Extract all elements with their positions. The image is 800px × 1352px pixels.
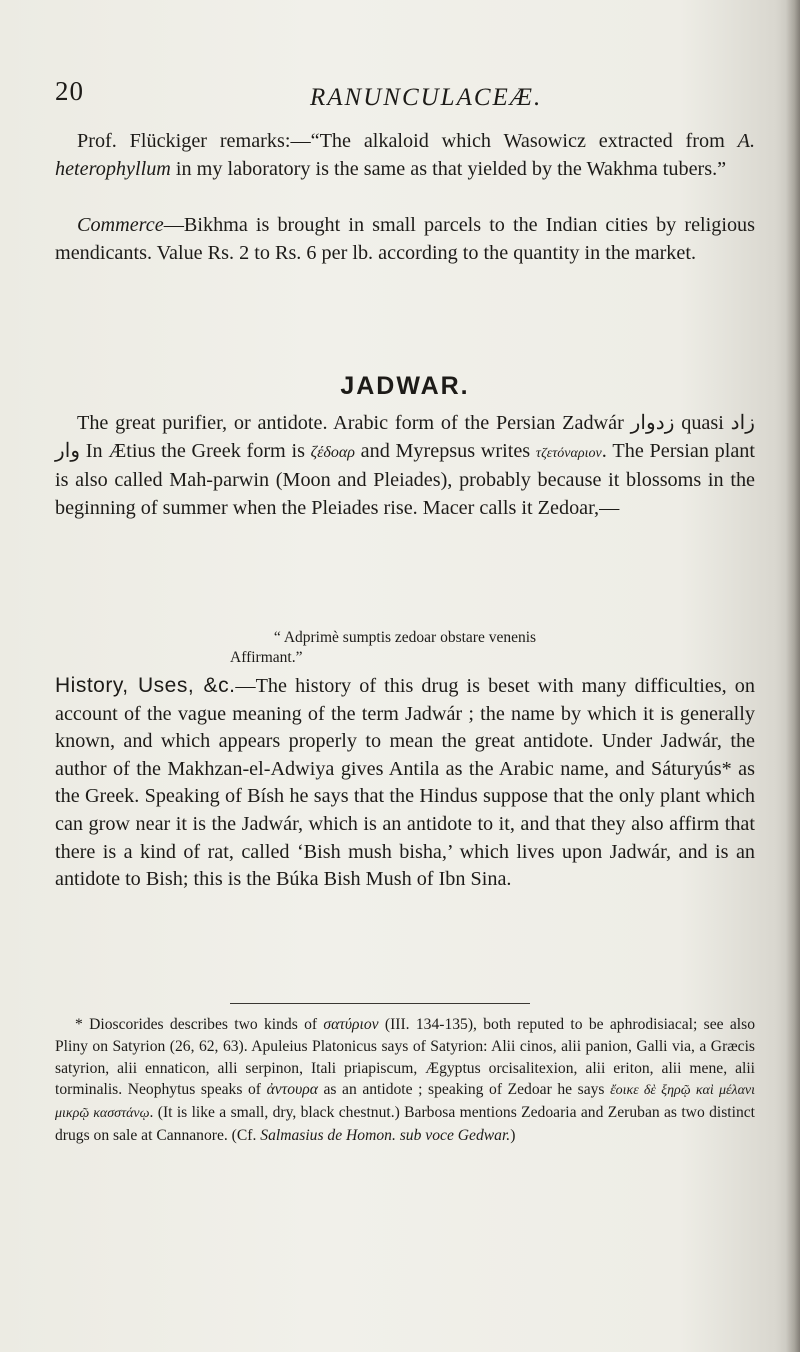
footnote bbox=[55, 1014, 755, 1147]
commerce-text: —Bikhma is brought in small parcels to the Indian cities by religious mendicants. Value Rs. 2 to Rs. 6 per lb. according to the quantity in the market. bbox=[55, 214, 755, 264]
page-edge-shadow bbox=[786, 0, 800, 1352]
quote-line-1: “ Adprimè sumptis zedoar obstare venenis bbox=[273, 629, 537, 646]
footnote-greek-2: ἀντουρα bbox=[266, 1081, 318, 1099]
species-name: A. heterophyllum bbox=[55, 130, 755, 180]
greek-word-zedoar: ζέδοαρ bbox=[310, 443, 355, 461]
footnote-divider bbox=[230, 1003, 530, 1004]
footnote-citation: Salmasius de Homon. sub voce Gedwar. bbox=[260, 1126, 511, 1144]
paragraph-jadwar bbox=[55, 410, 755, 522]
quote-line-2: Affirmant.” bbox=[230, 649, 303, 666]
arabic-word-quasi: زاد وار bbox=[55, 412, 755, 462]
fluckiger-text-suffix: in my laboratory is the same as that yielded by the Wakhma tubers.” bbox=[170, 157, 727, 180]
greek-word-tzetonarion: τζετόναριον bbox=[535, 445, 602, 461]
arabic-word-zadwar: زدوار bbox=[630, 412, 675, 434]
footnote-greek-1: σατύριον bbox=[323, 1016, 379, 1033]
commerce-label: Commerce bbox=[77, 214, 164, 236]
jadwar-text-5: . The Persian plant is also called Mah-parwin (Moon and Pleiades), probably because it blossoms in the beginning of summer when the Pleiades rise. Macer calls it Zedoar,— bbox=[55, 439, 756, 519]
footnote-text-3: as an antidote ; speaking of Zedoar he says bbox=[317, 1081, 611, 1099]
footnote-text-4: . (It is like a small, dry, black chestnut.) Barbosa mentions Zedoaria and Zeruban as two distinct drugs on sale at Cannanore. (Cf. bbox=[55, 1104, 755, 1144]
history-text: —The history of this drug is beset with many difficulties, on account of the vague meaning of the term Jadwár ; the name by which it is generally known, and which appears properly to mean the great antidote. Under Jadwár, the author of the Makhzan-el-Adwiya gives Antila as the Arabic name, and Sáturyús* as the Greek. Speaking of Bísh he says that the Hindus suppose that the only plant which can grow near it is the Jadwár, which is an antidote to it, and that they also affirm that there is a kind of rat, called ‘Bish mush bisha,’ which lives upon Jadwár, and is an antidote to Bish; this is the Búka Bish Mush of Ibn Sina. bbox=[55, 675, 755, 891]
page-number: 20 bbox=[55, 76, 84, 106]
history-heading: History, Uses, &c. bbox=[55, 674, 236, 697]
jadwar-text-4: and Myrepsus writes bbox=[354, 439, 536, 462]
jadwar-text-2: quasi bbox=[674, 412, 731, 434]
jadwar-text-1: The great purifier, or antidote. Arabic form of the Persian Zadwár bbox=[77, 412, 631, 434]
footnote-text-5: ) bbox=[510, 1126, 516, 1144]
footnote-greek-3: ἔοικε δὲ ξηρῷ καὶ μέλανι μικρῷ κασστάνῳ bbox=[55, 1083, 756, 1122]
paragraph-fluckiger bbox=[55, 128, 755, 183]
paragraph-history bbox=[55, 672, 755, 894]
latin-quotation bbox=[55, 628, 755, 668]
running-title: RANUNCULACEÆ. bbox=[310, 84, 543, 111]
jadwar-text-3: In Ætius the Greek form is bbox=[80, 439, 311, 462]
fluckiger-text-prefix: Prof. Flückiger remarks:—“The alkaloid which Wasowicz extracted from bbox=[77, 130, 738, 152]
footnote-text-2: (III. 134-135), both reputed to be aphrodisiacal; see also Pliny on Satyrion (26, 62, 63). Apuleius Platonicus says of Satyrion: Alii cinos, alii panion, Galli via, a Græcis satyrion, alii ennaticon, alli serpinon, Itali priapiscum, Ægyptus orcisalitexion, alii eriton, alii mene, alii torminalis. Neophytus speaks of bbox=[55, 1016, 755, 1099]
paragraph-commerce bbox=[55, 212, 755, 267]
page-header bbox=[55, 76, 755, 116]
footnote-text-1: * Dioscorides describes two kinds of bbox=[75, 1016, 324, 1033]
section-heading: JADWAR. bbox=[340, 372, 470, 400]
